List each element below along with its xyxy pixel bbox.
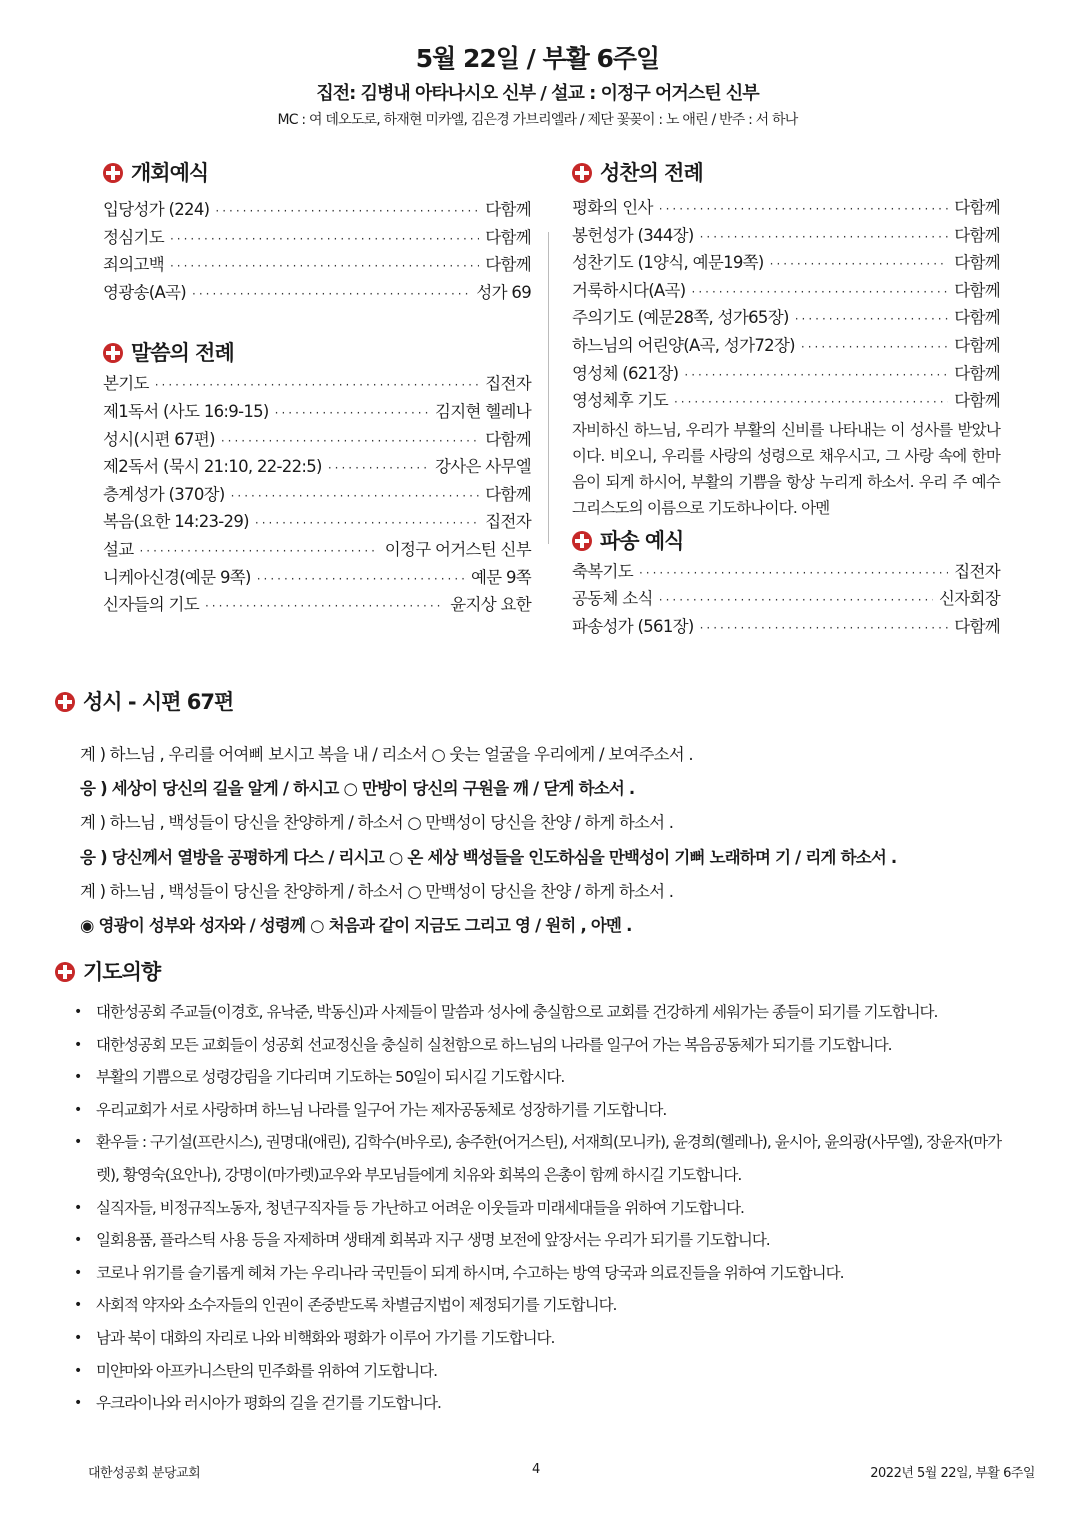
dot-leader xyxy=(170,253,479,281)
dot-leader xyxy=(700,615,949,643)
dot-leader xyxy=(795,306,949,334)
order-row: 층계성가 (370장) ····· 다함께 xyxy=(103,481,531,509)
list-item: • 환우들 : 구기설(프란시스), 권명대(애린), 김학수(바우로), 송주한(어거스틴), 서재희(모니카), 윤경희(헬레나), 윤시아, 윤의광(사무엘), 장윤자(마가렛), 황영숙(요안나), 강명이(마가렛)교우와 부모님들에게 치유와 회복의 은총이 함께 하시길 기도합니다. xyxy=(70,1126,1020,1191)
dot-leader xyxy=(275,400,429,428)
cross-icon xyxy=(572,163,592,183)
cross-icon xyxy=(572,531,592,551)
psalm-line: 계 ) 하느님 , 우리를 어여삐 보시고 복을 내 / 리소서 ○ 웃는 얼굴을 우리에게 / 보여주소서 . xyxy=(80,745,693,764)
dot-leader xyxy=(205,593,444,621)
list-item: • 부활의 기쁨으로 성령강림을 기다리며 기도하는 50일이 되시길 기도합시다. xyxy=(70,1061,1020,1094)
word-section-title: 말씀의 전례 xyxy=(103,339,531,367)
page-title: 5월 22일 / 부활 6주일 xyxy=(415,44,660,73)
order-row: 제1독서 (사도 16:9-15) ····· 김지현 헬레나 xyxy=(103,398,531,426)
order-row: 입당성가 (224) ····· 다함께 xyxy=(103,196,531,224)
list-item: • 사회적 약자와 소수자들의 인권이 존중받도록 차별금지법이 제정되기를 기도합니다. xyxy=(70,1289,1020,1322)
opening-section-title: 개회예식 xyxy=(103,159,531,187)
order-row: 파송성가 (561장) ····· 다함께 xyxy=(572,613,1000,641)
dot-leader xyxy=(139,538,378,566)
dot-leader xyxy=(231,483,480,511)
psalm-line: 응 ) 세상이 당신의 길을 알게 / 하시고 ○ 만방이 당신의 구원을 깨 / 닫게 하소서 . xyxy=(80,779,635,799)
cross-icon xyxy=(55,692,75,712)
psalm-text xyxy=(80,738,1040,943)
order-row: 본기도 ····· 집전자 xyxy=(103,370,531,398)
psalm-line: 계 ) 하느님 , 백성들이 당신을 찬양하게 / 하소서 ○ 만백성이 당신을 찬양 / 하게 하소서 . xyxy=(80,881,674,901)
officiants-line: 집전: 김병내 아타나시오 신부 / 설교 : 이정구 어거스틴 신부 xyxy=(316,83,759,104)
order-row: 신자들의 기도 ····· 윤지상 요한 xyxy=(103,591,531,619)
dot-leader xyxy=(255,510,479,538)
dot-leader xyxy=(639,560,948,588)
order-row: 봉헌성가 (344장) ····· 다함께 xyxy=(572,222,1000,250)
dot-leader xyxy=(674,389,948,417)
list-item: • 우리교회가 서로 사랑하며 하느님 나라를 일구어 가는 제자공동체로 성장하기를 기도합니다. xyxy=(70,1094,1020,1127)
psalm-line: ◉ 영광이 성부와 성자와 / 성령께 ○ 처음과 같이 지금도 그리고 영 / 원히 , 아멘 . xyxy=(80,915,632,935)
list-item: • 대한성공회 모든 교회들이 성공회 선교정신을 충실히 실천함으로 하느님의 나라를 일구어 가는 복음공동체가 되기를 기도합니다. xyxy=(70,1029,1020,1062)
cross-icon xyxy=(55,962,75,982)
order-row: 영성체 (621장) ····· 다함께 xyxy=(572,360,1000,388)
dot-leader xyxy=(215,198,479,226)
dot-leader xyxy=(155,372,480,400)
order-row: 영광송(A곡) ····· 성가 69 xyxy=(103,279,531,307)
order-row: 설교 ····· 이정구 어거스틴 신부 xyxy=(103,536,531,564)
word-list xyxy=(103,370,531,618)
order-row: 축복기도 ····· 집전자 xyxy=(572,558,1000,586)
dismissal-section-title: 파송 예식 xyxy=(572,527,1000,555)
cross-icon xyxy=(103,343,123,363)
page-header xyxy=(0,42,1075,130)
psalm-section-title: 성시 - 시편 67편 xyxy=(55,688,233,716)
order-row: 평화의 인사 ····· 다함께 xyxy=(572,194,1000,222)
dot-leader xyxy=(221,428,479,456)
list-item: • 코로나 위기를 슬기롭게 헤쳐 가는 우리나라 국민들이 되게 하시며, 수고하는 방역 당국과 의료진들을 위하여 기도합니다. xyxy=(70,1257,1020,1290)
psalm-line: 계 ) 하느님 , 백성들이 당신을 찬양하게 / 하소서 ○ 만백성이 당신을 찬양 / 하게 하소서 . xyxy=(80,813,674,833)
psalm-line: 응 ) 당신께서 열방을 공평하게 다스 / 리시고 ○ 온 세상 백성들을 인도하심을 만백성이 기뻐 노래하며 기 / 리게 하소서 . xyxy=(80,847,897,867)
list-item: • 일회용품, 플라스틱 사용 등을 자제하며 생태계 회복과 지구 생명 보전에 앞장서는 우리가 되기를 기도합니다. xyxy=(70,1224,1020,1257)
dot-leader xyxy=(659,196,949,224)
dot-leader xyxy=(170,226,479,254)
order-row: 니케아신경(예문 9쪽) ····· 예문 9쪽 xyxy=(103,564,531,592)
order-row: 성시(시편 67편) ····· 다함께 xyxy=(103,426,531,454)
column-divider xyxy=(548,232,549,544)
order-row: 성찬기도 (1양식, 예문19쪽) ····· 다함께 xyxy=(572,249,1000,277)
list-item: • 대한성공회 주교들(이경호, 유낙준, 박동신)과 사제들이 말씀과 성사에 충실함으로 교회를 건강하게 세워가는 종들이 되기를 기도합니다. xyxy=(70,996,1020,1029)
order-row: 제2독서 (묵시 21:10, 22-22:5) ····· 강사은 사무엘 xyxy=(103,453,531,481)
dot-leader xyxy=(257,566,465,594)
order-row: 복음(요한 14:23-29) ····· 집전자 xyxy=(103,508,531,536)
order-row: 공동체 소식 ····· 신자회장 xyxy=(572,585,1000,613)
list-item: • 남과 북이 대화의 자리로 나와 비핵화와 평화가 이루어 가기를 기도합니다. xyxy=(70,1322,1020,1355)
right-column xyxy=(572,159,1000,641)
list-item: • 미얀마와 아프카니스탄의 민주화를 위하여 기도합니다. xyxy=(70,1355,1020,1388)
order-row: 죄의고백 ····· 다함께 xyxy=(103,251,531,279)
cross-icon xyxy=(103,163,123,183)
order-row: 거룩하시다(A곡) ····· 다함께 xyxy=(572,277,1000,305)
dot-leader xyxy=(328,455,429,483)
order-row: 영성체후 기도 ····· 다함께 xyxy=(572,387,1000,415)
list-item: • 우크라이나와 러시아가 평화의 길을 걷기를 기도합니다. xyxy=(70,1387,1020,1420)
intentions-list xyxy=(70,996,1020,1420)
footer-page-number: 4 xyxy=(532,1462,540,1477)
footer-church: 대한성공회 분당교회 xyxy=(88,1466,201,1481)
dot-leader xyxy=(700,224,949,252)
order-row: 주의기도 (예문28쪽, 성가65장) ····· 다함께 xyxy=(572,304,1000,332)
dot-leader xyxy=(692,279,949,307)
opening-list xyxy=(103,196,531,306)
dismissal-list xyxy=(572,558,1000,641)
list-item: • 실직자들, 비정규직노동자, 청년구직자들 등 가난하고 어려운 이웃들과 미래세대들을 위하여 기도합니다. xyxy=(70,1192,1020,1225)
dot-leader xyxy=(659,587,933,615)
order-row: 하느님의 어린양(A곡, 성가72장) ····· 다함께 xyxy=(572,332,1000,360)
intentions-section-title: 기도의향 xyxy=(55,958,160,986)
dot-leader xyxy=(770,251,949,279)
order-row: 정심기도 ····· 다함께 xyxy=(103,224,531,252)
ministers-line: MC : 여 데오도로, 하재현 미카엘, 김은경 가브리엘라 / 제단 꽃꽂이 : 노 애린 / 반주 : 서 하나 xyxy=(277,112,798,128)
dot-leader xyxy=(684,362,948,390)
left-column xyxy=(103,159,531,619)
footer-date: 2022년 5월 22일, 부활 6주일 xyxy=(870,1466,1035,1481)
eucharist-section-title: 성찬의 전례 xyxy=(572,159,1000,187)
eucharist-list xyxy=(572,194,1000,415)
post-communion-prayer: 자비하신 하느님, 우리가 부활의 신비를 나타내는 이 성사를 받았나이다. 비오니, 우리를 사랑의 성령으로 채우시고, 그 사랑 속에 한마음이 되게 하시어, 부활의 기쁨을 항상 누리게 하소서. 우리 주 예수 그리스도의 이름으로 기도하나이다. 아멘 xyxy=(572,420,1000,517)
dot-leader xyxy=(801,334,948,362)
dot-leader xyxy=(192,281,470,309)
